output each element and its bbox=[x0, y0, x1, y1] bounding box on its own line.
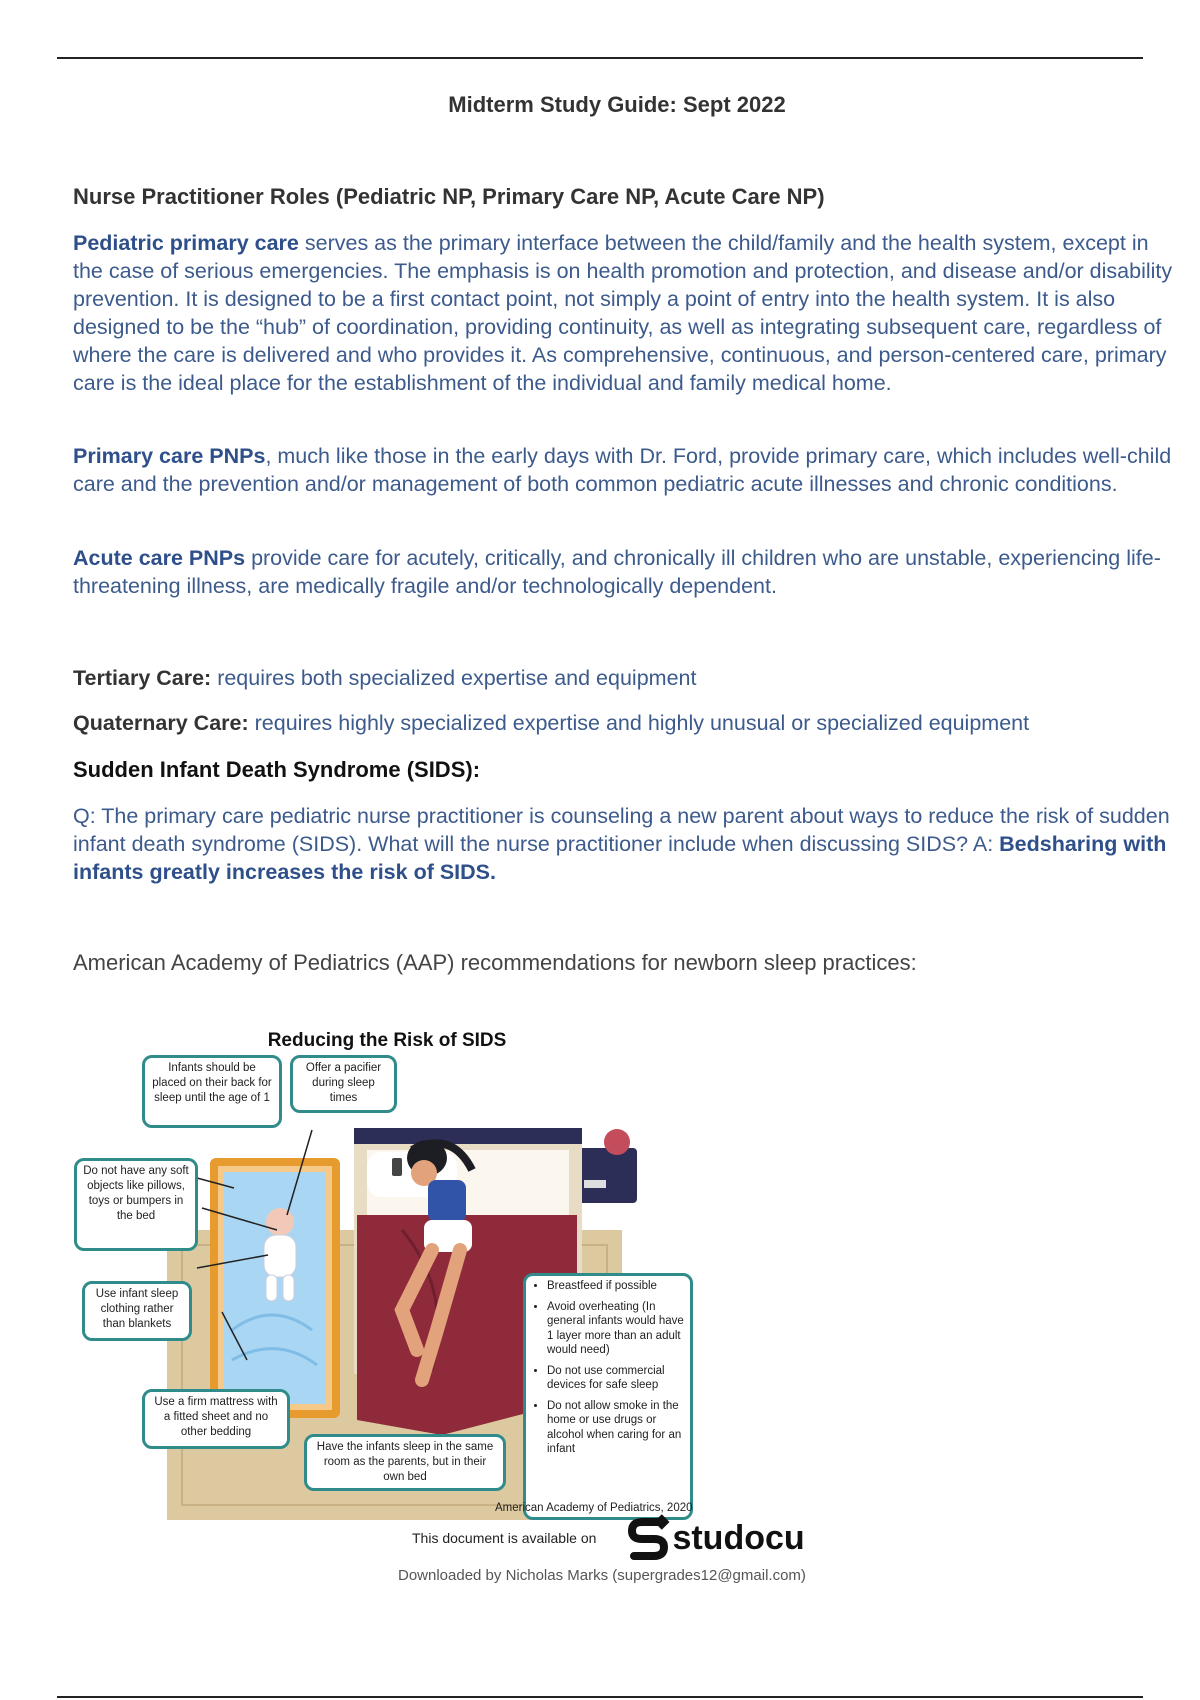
bed-headboard bbox=[354, 1128, 582, 1146]
callout-firm-mattress: Use a firm mattress with a fitted sheet and no other bedding bbox=[142, 1389, 290, 1449]
paragraph-pediatric-primary-care bbox=[73, 229, 1173, 397]
available-on-text: This document is available on bbox=[412, 1530, 597, 1546]
studocu-icon bbox=[626, 1514, 670, 1562]
aap-intro: American Academy of Pediatrics (AAP) recommendations for newborn sleep practices: bbox=[73, 950, 917, 975]
infographic-source: American Academy of Pediatrics, 2020 bbox=[495, 1502, 693, 1514]
tertiary-care-label: Tertiary Care: bbox=[73, 666, 212, 690]
term-primary-care-pnps: Primary care PNPs bbox=[73, 444, 266, 468]
sids-question bbox=[73, 802, 1173, 886]
paragraph-text: , much like those in the early days with Dr. Ford, provide primary care, which includes well-child care and the prevention and/or management of both common pediatric acute illnesses and chronic conditions. bbox=[73, 444, 1172, 496]
callout-pacifier: Offer a pacifier during sleep times bbox=[290, 1055, 397, 1113]
sids-answer: Bedsharing with infants greatly increases the risk of SIDS. bbox=[73, 832, 1167, 884]
callout-recommendations-list bbox=[523, 1273, 693, 1520]
parent-torso bbox=[428, 1180, 466, 1222]
studocu-wordmark: studocu bbox=[672, 1518, 805, 1557]
baby-body bbox=[264, 1235, 296, 1277]
list-item: • Breastfeed if possible bbox=[547, 1279, 685, 1294]
callout-sleep-clothing: Use infant sleep clothing rather than blankets bbox=[82, 1281, 192, 1341]
paragraph-text: serves as the primary interface between the child/family and the health system, except in the case of serious emergencies. The emphasis is on health promotion and protection, and disease and/or disability prevention. It is designed to be a first contact point, not simply a point of entry into the health system. It is also designed to be the “hub” of coordination, providing continuity, as well as integrating subsequent care, regardless of where the care is delivered and who provides it. As comprehensive, continuous, and person-centered care, primary care is the ideal place for the establishment of the individual and family medical home. bbox=[73, 231, 1173, 395]
paragraph-acute-care-pnps bbox=[73, 544, 1173, 600]
quaternary-care-text: requires highly specialized expertise and highly unusual or specialized equipment bbox=[248, 711, 1030, 735]
quaternary-care-line bbox=[73, 711, 1029, 736]
list-item: • Do not use commercial devices for safe sleep bbox=[547, 1364, 685, 1393]
paragraph-text: provide care for acutely, critically, and chronically ill children who are unstable, experiencing life-threatening illness, are medically fragile and/or technologically dependent. bbox=[73, 546, 1161, 598]
sids-question-text: Q: The primary care pediatric nurse practitioner is counseling a new parent about ways to reduce the risk of sudden infant death syndrome (SIDS). What will the nurse practitioner include when discussing SIDS? A: bbox=[73, 804, 1170, 856]
callout-soft-objects: Do not have any soft objects like pillows, toys or bumpers in the bed bbox=[74, 1158, 198, 1251]
tertiary-care-line bbox=[73, 666, 696, 691]
callout-back-sleep: Infants should be placed on their back for sleep until the age of 1 bbox=[142, 1055, 282, 1128]
infographic-title: Reducing the Risk of SIDS bbox=[267, 1030, 507, 1051]
roles-heading: Nurse Practitioner Roles (Pediatric NP, Primary Care NP, Acute Care NP) bbox=[73, 184, 825, 209]
page-title: Midterm Study Guide: Sept 2022 bbox=[448, 92, 786, 117]
sids-heading: Sudden Infant Death Syndrome (SIDS): bbox=[73, 757, 481, 782]
quaternary-care-label: Quaternary Care: bbox=[73, 711, 249, 735]
baby-head bbox=[266, 1208, 294, 1236]
top-rule bbox=[57, 57, 1143, 59]
list-item: • Do not allow smoke in the home or use drugs or alcohol when caring for an infant bbox=[547, 1399, 685, 1457]
downloaded-by: Downloaded by Nicholas Marks (supergrades12@gmail.com) bbox=[398, 1567, 806, 1584]
list-item: • Avoid overheating (In general infants would have 1 layer more than an adult would need) bbox=[547, 1300, 685, 1358]
studocu-banner bbox=[412, 1514, 805, 1562]
recommendations-list bbox=[531, 1279, 685, 1457]
nightstand bbox=[577, 1148, 637, 1203]
bottom-rule bbox=[57, 1696, 1143, 1698]
paragraph-primary-care-pnps bbox=[73, 442, 1173, 498]
tertiary-care-text: requires both specialized expertise and equipment bbox=[211, 666, 697, 690]
term-pediatric-primary-care: Pediatric primary care bbox=[73, 231, 299, 255]
lamp bbox=[604, 1129, 630, 1155]
callout-same-room: Have the infants sleep in the same room as the parents, but in their own bed bbox=[304, 1434, 506, 1491]
studocu-logo[interactable] bbox=[626, 1514, 804, 1562]
sids-infographic bbox=[72, 1030, 712, 1525]
term-acute-care-pnps: Acute care PNPs bbox=[73, 546, 246, 570]
